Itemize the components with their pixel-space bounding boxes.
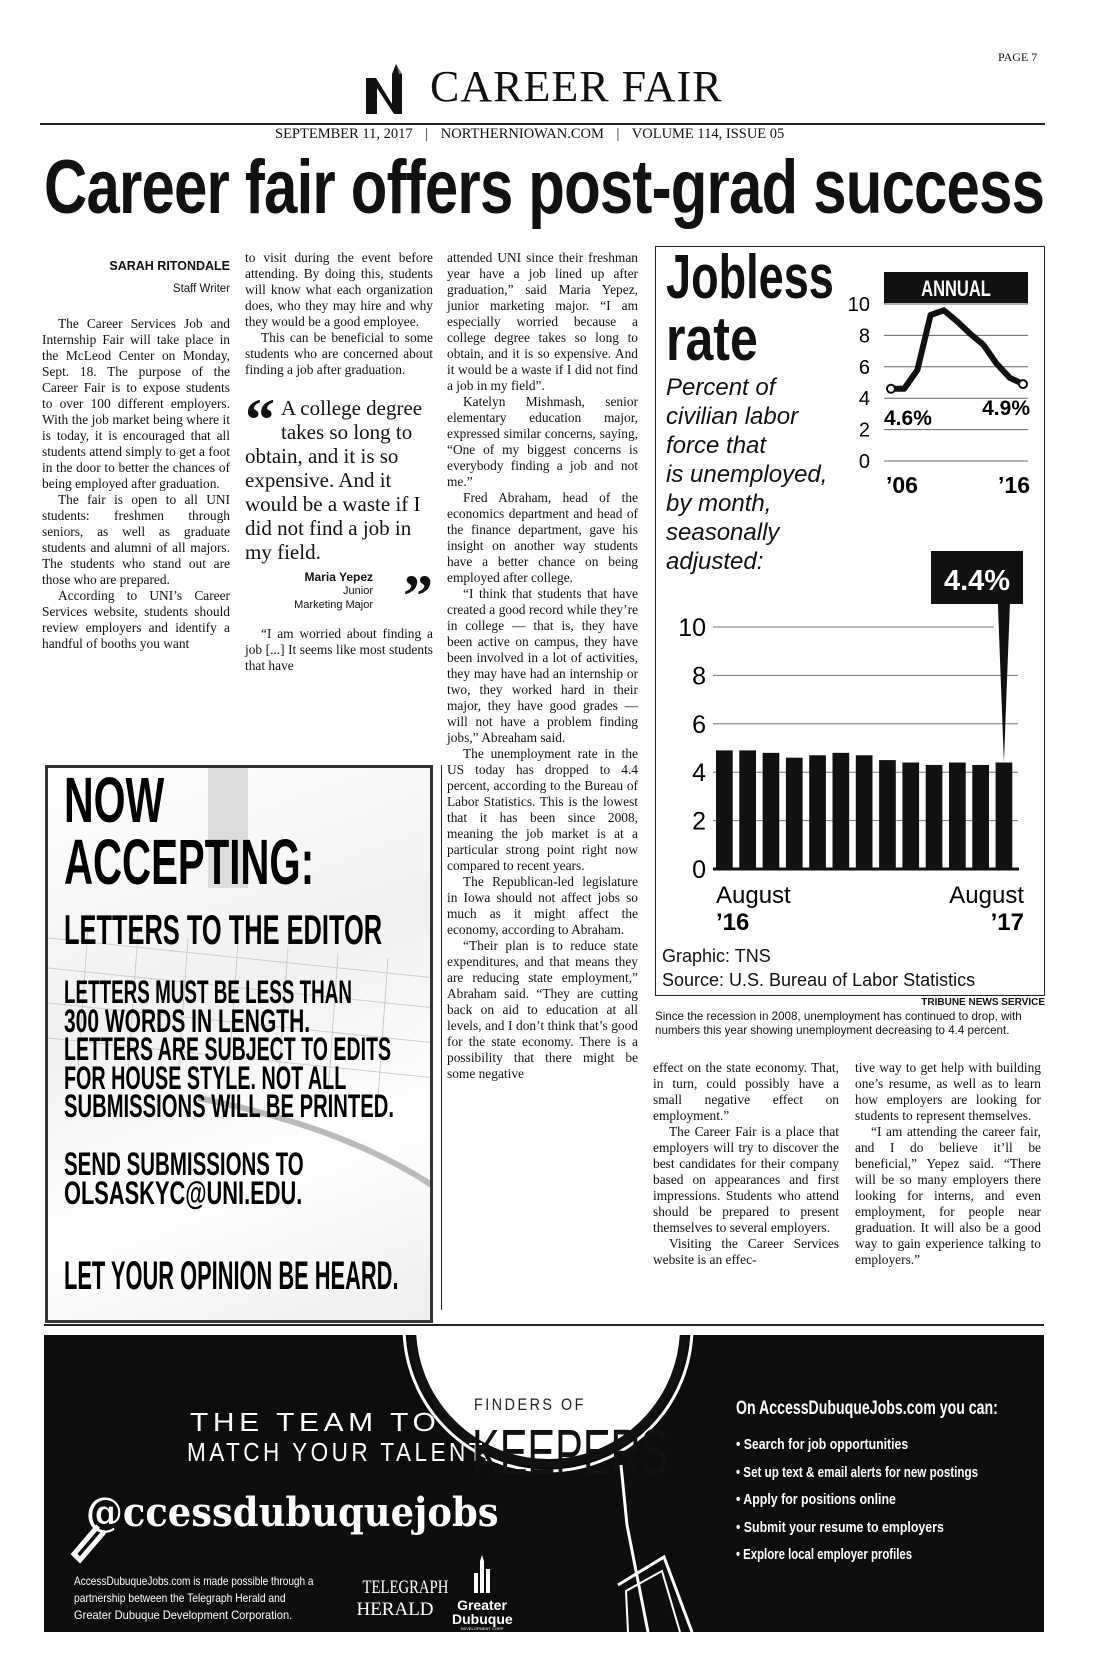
callout-label: 4.4% [943,565,1011,597]
bar [716,750,733,869]
logo-text: HERALD [356,1599,434,1620]
ad-list-intro: On AccessDubuqueJobs.com you can: [736,1398,998,1419]
article-column-2 [245,250,433,674]
paragraph: “I am attending the career fair, and I do believe it’ll be beneficial,” Yepez said. “There will be so many employers there looking for interns, and even employment, for people near graduation. It will also be a good way to gain experience talking to employers.” [855,1124,1041,1267]
paragraph: to visit during the event before attending. By doing this, students will know what each organization does, who they may hire and why they would be a good employee. [245,250,433,329]
bar-y-tick: 8 [692,662,706,691]
annual-label: ANNUAL [921,276,991,302]
ad-subheading: LETTERS TO THE EDITOR [64,906,383,953]
paragraph: Katelyn Mishmash, senior elementary education major, expressed similar concerns, saying, “One of my biggest concerns is everybody finding a job and not me.” [447,394,638,489]
paragraph: According to UNI’s Career Services website, students should review employers and identify a handful of booths you want [42,588,230,651]
graphic-title-line-1: Jobless [666,246,834,312]
ad-feature-item [736,1514,1044,1542]
annual-x-tick: ’16 [998,472,1030,498]
bar [879,760,896,869]
bar [856,755,873,869]
ad-feature-text: • Explore local employer profiles [736,1546,913,1564]
headline: Career fair offers post-grad success [44,145,1045,230]
ad-heading-now: NOW [64,765,165,836]
ad-heading-accepting: ACCEPTING: [64,826,315,898]
masthead-rule [40,123,1045,125]
pull-quote [245,387,433,629]
author-role: Staff Writer [172,283,230,295]
separator: | [425,126,429,142]
letters-to-editor-ad [45,765,433,1323]
annual-y-tick: 8 [858,325,870,348]
paragraph: This can be beneficial to some students who are concerned about finding a job after graduation. [245,330,433,377]
ad-email: OLSASKYC@UNI.EDU. [64,1174,303,1211]
bar [833,753,850,869]
bar [926,765,943,869]
bar [786,758,803,869]
section-title: CAREER FAIR [430,62,723,111]
bar-x-tick: August [949,882,1024,909]
partner-note-line: Greater Dubuque Development Corporation. [74,1608,293,1622]
graphic-subtitle-line: Percent of [666,374,776,401]
page-rule [44,1324,1044,1326]
article-column-4 [653,1060,839,1268]
article-column-3 [447,250,638,1082]
separator: | [616,126,620,142]
paragraph: The Career Services Job and Internship Fair will take place in the McLeod Center on Monday, Sept. 18. The purpose of the Career Fair is to expose students to over 100 different employers. With the job market being where it is today, it is encouraged that all students attend simply to get a foot in the door to better the chances of being employed after graduation. [42,316,230,491]
pull-quote-text: A college degree takes so long to obtain, and it is so expensive. And it would be a waste if I did not find a job in my field. [245,396,423,564]
paragraph: The Republican-led legislature in Iowa should not affect jobs so much as it might affect the economy, according to Abraham. [447,874,638,937]
greater-dubuque-logo [452,1555,512,1632]
quote-major: Marketing Major [294,599,373,611]
paragraph: effect on the state economy. That, in turn, could possibly have a small negative effect on employment.” [653,1060,839,1123]
ad-rules [64,974,433,1124]
ad-feature-item [736,1486,1044,1514]
paragraph: The unemployment rate in the US today has dropped to 4.4 percent, according to the Bureau of Labor Statistics. This is the lowest that it has been since 2008, meaning the job market is at a particular strong point right now compared to recent years. [447,746,638,873]
quote-name: Maria Yepez [304,570,373,584]
bar [972,765,989,869]
page-number: PAGE 7 [998,50,1038,64]
search-handle-icon [64,1520,114,1570]
pull-quote-attribution [245,570,373,612]
ad-finders-of: FINDERS OF [474,1395,586,1414]
paragraph: The Career Fair is a place that employers will try to discover the best candidates for their company based on appearances and first impressions. Students who attend should be prepared to present themselves to several employers. [653,1124,839,1235]
dateline [275,126,784,143]
ad-rule-line: LETTERS MUST BE LESS THAN [64,974,352,1010]
graphic-title-line-2: rate [666,305,758,374]
jobless-rate-graphic [655,246,1045,996]
byline [42,258,230,297]
ad-closing: LET YOUR OPINION BE HEARD. [64,1254,399,1298]
building-logo-icon [470,1555,494,1593]
bar-y-tick: 2 [692,807,706,836]
issue-date: SEPTEMBER 11, 2017 [275,126,413,142]
ad-tagline-1: THE TEAM TO [189,1407,440,1437]
ad-keepers: KEEPERS [472,1416,669,1488]
paragraph: “Their plan is to reduce state expenditures, and that means they are reducing state employment,” Abraham said. “They are cutting back on aid to education at all levels, and I don’t think that’s good for the state economy. There is a possibility that there might be some negative [447,938,638,1081]
ad-submission-info [64,1146,433,1211]
annual-start-label: 4.6% [884,407,932,430]
website: NORTHERNIOWAN.COM [440,126,604,142]
ad-feature-text: • Search for job opportunities [736,1436,909,1453]
chart-canvas [656,247,1045,996]
agency-credit: TRIBUNE NEWS SERVICE [921,997,1045,1008]
ad-tagline-2: MATCH YOUR TALENT. [186,1437,494,1467]
paragraph: tive way to get help with building one’s resume, as well as to learn how employers are looking for students to represent themselves. [855,1060,1041,1123]
bar [739,750,756,869]
bar [809,755,826,869]
author-name: SARAH RITONDALE [109,259,230,273]
logo-text: Greater [457,1597,507,1613]
paragraph: Fred Abraham, head of the economics department and head of the finance department, gave his insight on another way students have a better chance on being employed after college. [447,490,638,585]
column-rule [441,765,442,1310]
quote-title: Junior [343,585,373,597]
callout-pointer [998,604,1010,763]
partner-note-line: partnership between the Telegraph Herald and [74,1591,286,1605]
ad-feature-item [736,1431,1044,1459]
ad-partner-note [74,1573,360,1624]
bar-x-tick: ’16 [716,909,750,936]
ad-feature-text: • Set up text & email alerts for new postings [736,1463,979,1481]
graphic-subtitle-line: adjusted: [666,548,764,575]
annual-y-tick: 0 [858,451,870,473]
bar-y-tick: 10 [678,614,706,642]
article-column-1 [42,316,230,652]
bar-x-tick: ’17 [990,909,1024,936]
graphic-credits [662,944,975,992]
graphic-source: Source: U.S. Bureau of Labor Statistics [662,970,976,990]
annual-end-label: 4.9% [982,397,1030,420]
annual-line [891,310,1023,389]
annual-endpoint [887,385,895,393]
ad-feature-list [736,1431,1044,1569]
paragraph: “I think that students that have created a good record while they’re in college — that is, they have been active on campus, they have been involved in a lot of activities, they may have had an internship or two, they worked hard in their major, they have good grades — will not have a problem finding jobs,” Abreaham said. [447,586,638,745]
ad-rule-line: SUBMISSIONS WILL BE PRINTED. [64,1088,394,1124]
annual-y-tick: 2 [858,419,870,442]
annual-y-tick: 10 [847,294,870,316]
bar [902,763,919,869]
graphic-caption: Since the recession in 2008, unemployment has continued to drop, with numbers this year showing unemployment decreasing to 4.4 percent. [655,1010,1022,1037]
paragraph: attended UNI since their freshman year have a job lined up after graduation,” said Maria Yepez, junior marketing major. “I am especially worried because a college degree takes so long to obtain, and it is so expensive. And it would be a waste if I did not find a job in my field”. [447,250,638,393]
ad-rule-line: 300 WORDS IN LENGTH. [64,1002,311,1039]
graphic-subtitle-line: force that [666,432,767,459]
bar [996,763,1013,869]
annual-x-tick: ’06 [886,472,918,498]
bar-y-tick: 6 [692,710,706,739]
paragraph: The fair is open to all UNI students: freshmen through seniors, as well as graduate students and alumni of all majors. The students who stand out are those who are prepared. [42,492,230,587]
ad-feature-text: • Apply for positions online [736,1491,896,1509]
volume-issue: VOLUME 114, ISSUE 05 [631,126,785,142]
partner-note-line: AccessDubuqueJobs.com is made possible through a [74,1574,314,1588]
annual-y-tick: 4 [858,388,870,411]
paragraph: “I am worried about finding a job [...] It seems like most students that have [245,626,433,673]
ad-social-handle: @ccessdubuquejobs [86,1489,499,1536]
bar-y-tick: 0 [692,856,706,884]
annual-endpoint [1019,380,1027,388]
graphic-credit: Graphic: TNS [662,946,771,966]
ad-feature-text: • Submit your resume to employers [736,1518,944,1536]
logo-text: DEVELOPMENT CORP [460,1626,504,1631]
article-column-5 [855,1060,1041,1268]
ad-rule-line: LETTERS ARE SUBJECT TO EDITS [64,1031,391,1067]
graphic-subtitle-line: by month, [666,490,772,517]
newspaper-logo-icon [366,60,418,116]
bar-y-tick: 4 [692,759,706,788]
access-dubuque-jobs-ad [44,1335,1044,1632]
graphic-subtitle-line: seasonally [666,519,780,546]
annual-y-tick: 6 [858,356,870,379]
logo-text: TELEGRAPH [362,1577,449,1598]
close-quote-icon: ” [403,563,433,629]
ad-feature-item [736,1459,1044,1487]
bar [949,763,966,869]
paragraph: Visiting the Career Services website is an effec- [653,1236,839,1267]
telegraph-herald-logo [350,1577,449,1621]
open-quote-icon: “ [245,387,275,453]
logo-text: Dubuque [452,1611,513,1627]
graphic-subtitle-line: civilian labor [666,403,799,430]
ad-send-line: SEND SUBMISSIONS TO [64,1146,304,1182]
bar-x-tick: August [716,882,791,909]
ad-rule-line: FOR HOUSE STYLE. NOT ALL [64,1059,347,1096]
graphic-subtitle-line: is unemployed, [666,461,828,488]
bar [763,753,780,869]
ad-feature-item [736,1541,1044,1569]
